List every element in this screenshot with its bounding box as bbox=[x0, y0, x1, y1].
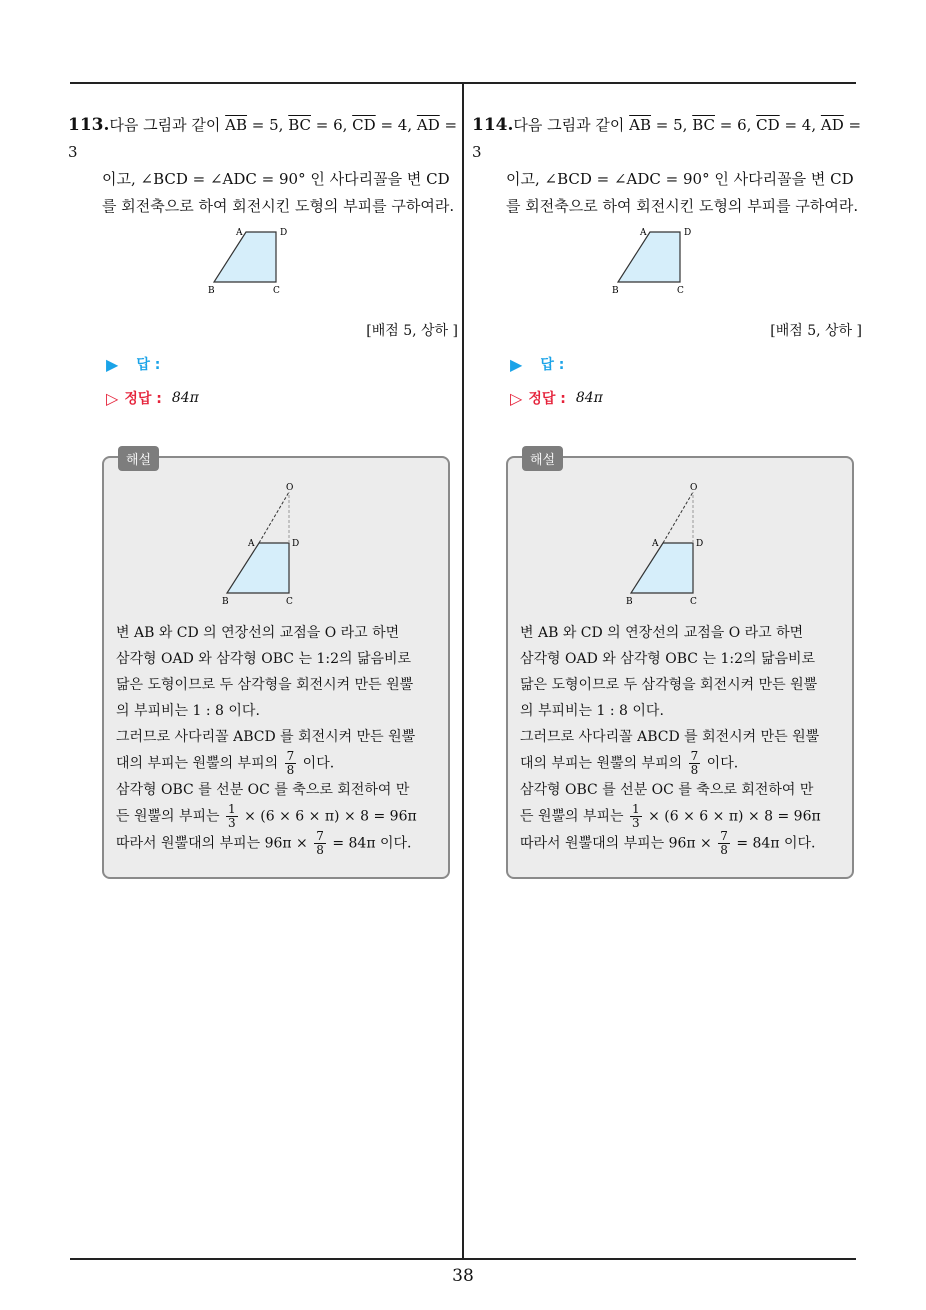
answer-label: 답 : bbox=[540, 357, 565, 373]
correct-answer-row bbox=[68, 388, 458, 408]
trapezoid-figure bbox=[208, 226, 318, 298]
solution-text: 변 AB 와 CD 의 연장선의 교점을 O 라고 하면 삼각형 OAD 와 삼각형 OBC 는 1:2의 닮음비로 닮은 도형이므로 두 삼각형을 회전시켜 만든 원뿔 의 부피비는 1 : 8 이다. 그러므로 사다리꼴 ABCD 를 회전시켜 만든 원뿔 대의 부피는 원뿔의 부피의 $\frac{7}{8}$ 이다. 삼각형 OBC 를 선분 OC 를 축으로 회전하여 만 든 원뿔의 부피는 $\frac{1}{3}$ × (6 × 6 × π) × 8 = 96π 따라서 원뿔대의 부피는 96π × $\frac{7}{8}$ = 84π 이다. bbox=[520, 625, 821, 857]
label-c: C bbox=[677, 286, 684, 296]
outline-triangle-icon: ▷ bbox=[510, 388, 523, 408]
label-b: B bbox=[612, 286, 619, 296]
points-label: [배점 5, 상하 ] bbox=[366, 323, 458, 339]
label-b: B bbox=[626, 597, 633, 607]
fraction: $\frac{7}{8}$ bbox=[286, 749, 295, 777]
label-c: C bbox=[286, 597, 293, 607]
solution-text: 변 AB 와 CD 의 연장선의 교점을 O 라고 하면 삼각형 OAD 와 삼각형 OBC 는 1:2의 닮음비로 닮은 도형이므로 두 삼각형을 회전시켜 만든 원뿔 의 부피비는 1 : 8 이다. 그러므로 사다리꼴 ABCD 를 회전시켜 만든 원뿔 대의 부피는 원뿔의 부피의 $\frac{7}{8}$ 이다. 삼각형 OBC 를 선분 OC 를 축으로 회전하여 만 든 원뿔의 부피는 $\frac{1}{3}$ × (6 × 6 × π) × 8 = 96π 따라서 원뿔대의 부피는 96π × $\frac{7}{8}$ = 84π 이다. bbox=[116, 625, 417, 857]
label-a: A bbox=[236, 228, 243, 238]
label-o: O bbox=[286, 483, 294, 493]
fraction: $\frac{7}{8}$ bbox=[690, 749, 699, 777]
label-a: A bbox=[248, 539, 255, 549]
solution-box bbox=[102, 453, 450, 879]
play-triangle-icon: ▶ bbox=[510, 354, 523, 374]
correct-answer-value: 84π bbox=[575, 390, 603, 406]
label-d: D bbox=[292, 539, 300, 549]
fraction: $\frac{1}{3}$ bbox=[228, 802, 236, 830]
problem-114 bbox=[472, 112, 862, 879]
question-text: 114.다음 그림과 같이 $\overline{AB} = 5$, $\overline{BC} = 6$, $\overline{CD} = 4$, $\overline{AD} = 3$ 이고, ∠BCD = ∠ADC = 90° 인 사다리꼴을 변 CD 를 회전축으로 하여 회전시킨 도형의 부피를 구하여라. bbox=[472, 115, 862, 215]
outline-triangle-icon: ▷ bbox=[106, 388, 119, 408]
problem-113 bbox=[68, 112, 458, 879]
label-a: A bbox=[652, 539, 659, 549]
label-a: A bbox=[640, 228, 647, 238]
correct-answer-value: 84π bbox=[171, 390, 199, 406]
label-b: B bbox=[222, 597, 229, 607]
label-d: D bbox=[280, 228, 288, 238]
label-b: B bbox=[208, 286, 215, 296]
correct-answer-row bbox=[472, 388, 862, 408]
problem-number: 113. bbox=[68, 115, 110, 135]
fraction: $\frac{7}{8}$ bbox=[720, 829, 728, 857]
solution-figure bbox=[625, 480, 735, 610]
solution-box bbox=[506, 453, 854, 879]
solution-tag: 해설 bbox=[522, 446, 563, 471]
solution-tag: 해설 bbox=[118, 446, 159, 471]
answer-row bbox=[472, 354, 862, 374]
bottom-rule bbox=[70, 1258, 856, 1260]
column-divider bbox=[462, 82, 464, 1258]
label-o: O bbox=[690, 483, 698, 493]
label-c: C bbox=[273, 286, 280, 296]
fraction: $\frac{7}{8}$ bbox=[316, 829, 324, 857]
solution-figure bbox=[221, 480, 331, 610]
answer-row bbox=[68, 354, 458, 374]
page-number: 38 bbox=[452, 1266, 474, 1286]
answer-label: 답 : bbox=[136, 357, 161, 373]
correct-answer-label: 정답 : bbox=[528, 391, 566, 407]
points-label: [배점 5, 상하 ] bbox=[770, 323, 862, 339]
fraction: $\frac{1}{3}$ bbox=[632, 802, 640, 830]
label-d: D bbox=[684, 228, 692, 238]
trapezoid-figure bbox=[612, 226, 722, 298]
play-triangle-icon: ▶ bbox=[106, 354, 119, 374]
label-c: C bbox=[690, 597, 697, 607]
label-d: D bbox=[696, 539, 704, 549]
question-text: 113.다음 그림과 같이 $\overline{AB} = 5$, $\overline{BC} = 6$, $\overline{CD} = 4$, $\overline{AD} = 3$ 이고, ∠BCD = ∠ADC = 90° 인 사다리꼴을 변 CD 를 회전축으로 하여 회전시킨 도형의 부피를 구하여라. bbox=[68, 115, 458, 215]
correct-answer-label: 정답 : bbox=[124, 391, 162, 407]
problem-number: 114. bbox=[472, 115, 514, 135]
